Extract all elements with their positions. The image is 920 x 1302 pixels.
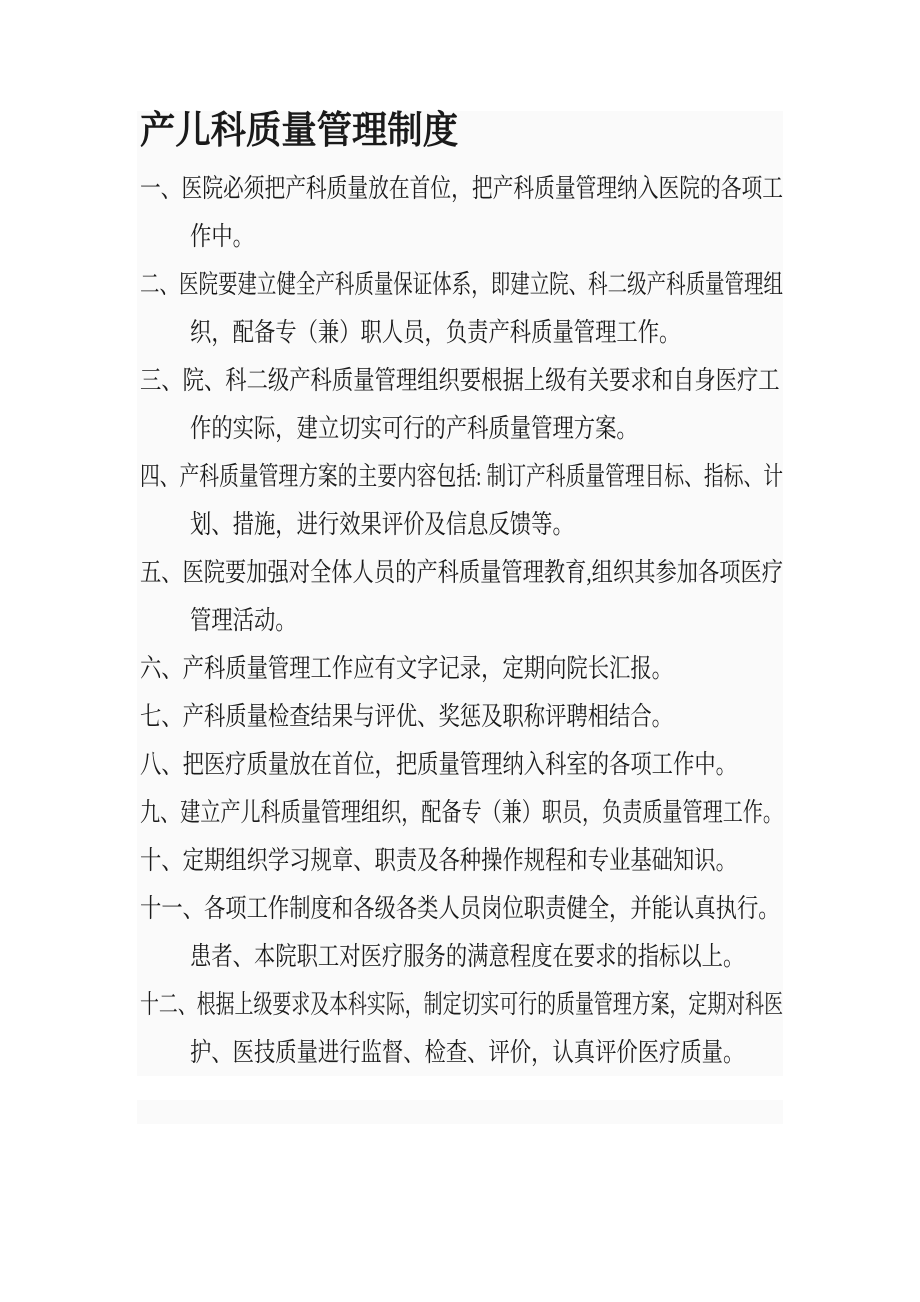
paragraph-list [140, 165, 783, 1077]
empty-paragraph-highlight [137, 1100, 783, 1124]
text-line: 划、措施，进行效果评价及信息反馈等。 [190, 510, 574, 539]
text-line: 四、产科质量管理方案的主要内容包括: 制订产科质量管理目标、指标、计 [140, 462, 783, 491]
text-line: 管理活动。 [190, 606, 297, 635]
text-line: 作中。 [190, 222, 254, 251]
text-line: 十二、根据上级要求及本科实际，制定切实可行的质量管理方案，定期对科医 [140, 990, 783, 1019]
text-line: 十、定期组织学习规章、职责及各种操作规程和专业基础知识。 [140, 846, 737, 875]
text-line: 一、医院必须把产科质量放在首位，把产科质量管理纳入医院的各项工 [140, 174, 783, 203]
text-line: 患者、本院职工对医疗服务的满意程度在要求的指标以上。 [190, 942, 745, 971]
text-line: 织，配备专（兼）职人员，负责产科质量管理工作。 [190, 318, 681, 347]
text-line: 七、产科质量检查结果与评优、奖惩及职称评聘相结合。 [140, 702, 674, 731]
text-line: 九、建立产儿科质量管理组织，配备专（兼）职员，负责质量管理工作。 [140, 798, 783, 827]
text-line: 八、把医疗质量放在首位，把质量管理纳入科室的各项工作中。 [140, 750, 737, 779]
document-body [137, 111, 783, 1076]
text-line: 护、医技质量进行监督、检查、评价，认真评价医疗质量。 [190, 1038, 745, 1067]
text-line: 五、医院要加强对全体人员的产科质量管理教育,组织其参加各项医疗 [140, 558, 783, 587]
text-line: 六、产科质量管理工作应有文字记录，定期向院长汇报。 [140, 654, 674, 683]
text-line: 十一、各项工作制度和各级各类人员岗位职责健全，并能认真执行。 [140, 894, 780, 923]
text-line: 三、院、科二级产科质量管理组织要根据上级有关要求和自身医疗工 [140, 366, 780, 395]
text-line: 二、医院要建立健全产科质量保证体系，即建立院、科二级产科质量管理组 [140, 270, 783, 299]
text-line: 作的实际，建立切实可行的产科质量管理方案。 [190, 414, 638, 443]
document-title: 产儿科质量管理制度 [140, 110, 459, 152]
